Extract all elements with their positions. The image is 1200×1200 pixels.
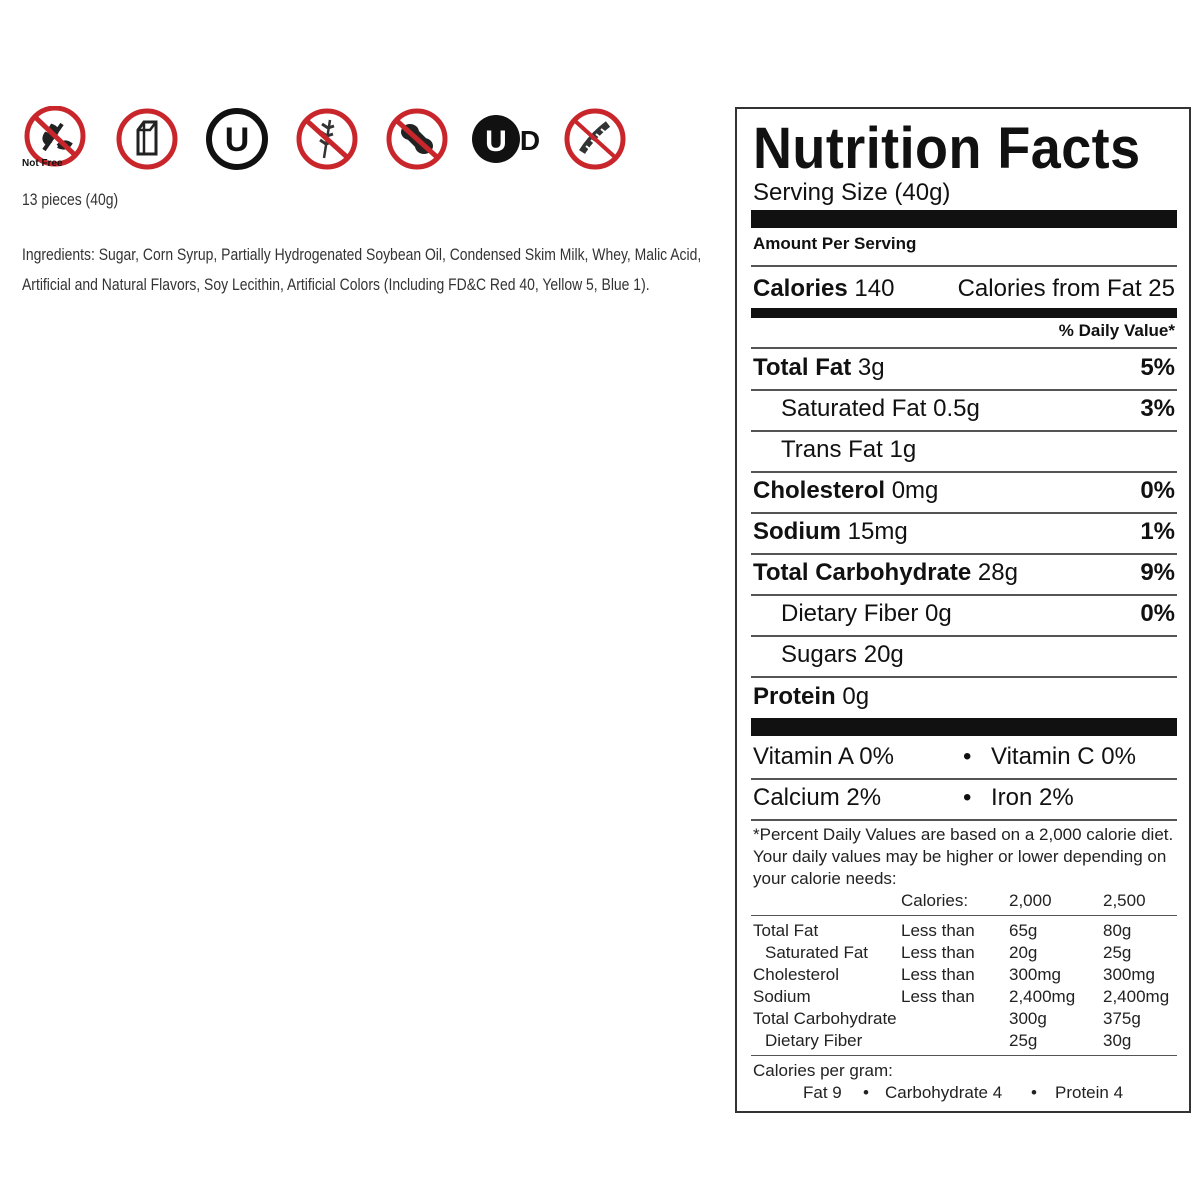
nutrient-row-total-carbohydrate (751, 553, 1177, 593)
nutrient-row-sugars (751, 635, 1177, 675)
calories-label: Calories (753, 275, 848, 302)
nutrient-amount: 0g (842, 683, 870, 710)
table-row (753, 1031, 1175, 1053)
table-cell: Less than (901, 943, 975, 962)
bullet: • (963, 784, 972, 811)
nutrient-dv: 9% (1140, 559, 1175, 586)
table-cell: 80g (1103, 921, 1132, 940)
table-cell: Sodium (753, 987, 811, 1006)
nutrient-name: Saturated Fat (781, 395, 927, 422)
table-cell: 300mg (1009, 965, 1061, 984)
nutrient-name: Sodium (753, 518, 841, 545)
divider (751, 819, 1177, 821)
serving-size: Serving Size (40g) (753, 179, 951, 206)
nutrition-title: Nutrition Facts (753, 116, 1141, 181)
peanut-free-icon (384, 106, 450, 172)
table-cell: Less than (901, 921, 975, 940)
table-cell: Total Fat (753, 921, 819, 940)
kosher-ou-icon (204, 106, 270, 172)
table-cell: 375g (1103, 1009, 1141, 1028)
thick-divider (751, 718, 1177, 736)
table-header-cell: Calories: (901, 891, 969, 910)
table-cell: 30g (1103, 1031, 1132, 1050)
divider (751, 1055, 1177, 1056)
serving-description: 13 pieces (40g) (22, 190, 119, 209)
table-cell: 300g (1009, 1009, 1047, 1028)
ingredients-text: Ingredients: Sugar, Corn Syrup, Partially Hydrogenated Soybean Oil, Condensed Skim Milk, Whey, Malic Acid, Artificial and Natural Flavors, Soy Lecithin, Artificial Colors (Including FD&C Red 40, Yellow 5, Blue 1). (22, 245, 702, 294)
daily-value-footnote: *Percent Daily Values are based on a 2,000 calorie diet. Your daily values may be higher or lower depending on your calorie needs: (753, 825, 1174, 888)
calories-row (751, 269, 1177, 309)
minerals-row (751, 778, 1177, 818)
table-cell: 65g (1009, 921, 1038, 940)
table-cell: 25g (1009, 1031, 1038, 1050)
vitamin-c: Vitamin C 0% (991, 743, 1136, 770)
nutrient-dv: 1% (1140, 518, 1175, 545)
carb-per-gram: Carbohydrate 4 (885, 1083, 1003, 1102)
nutrient-name: Protein (753, 683, 836, 710)
gluten-free-not-icon (22, 106, 88, 172)
table-row (753, 921, 1175, 943)
thick-divider (751, 210, 1177, 228)
nutrient-dv: 5% (1140, 354, 1175, 381)
nutrient-row-trans-fat (751, 430, 1177, 470)
nutrient-dv: 0% (1140, 600, 1175, 627)
table-cell: 2,400mg (1009, 987, 1076, 1006)
table-cell: Less than (901, 965, 975, 984)
protein-per-gram: Protein 4 (1055, 1083, 1124, 1102)
nutrient-row-dietary-fiber (751, 594, 1177, 634)
nutrient-name: Cholesterol (753, 477, 886, 504)
table-cell: 2,400mg (1103, 987, 1170, 1006)
nutrient-row-sodium (751, 512, 1177, 552)
table-cell: Total Carbohydrate (753, 1009, 897, 1028)
nutrient-name: Trans Fat (781, 436, 883, 463)
iron: Iron 2% (991, 784, 1074, 811)
bullet: • (963, 743, 972, 770)
medium-divider (751, 308, 1177, 318)
table-row (753, 943, 1175, 965)
nutrient-dv: 0% (1140, 477, 1175, 504)
kosher-dairy-ud-icon (470, 106, 542, 172)
divider (751, 915, 1177, 916)
nutrient-row-protein (751, 677, 1177, 717)
calcium: Calcium 2% (753, 784, 882, 811)
calories-per-gram-label (753, 1061, 1175, 1083)
bullet: • (863, 1083, 869, 1102)
nutrient-name: Sugars (781, 641, 858, 668)
table-header-cell: 2,500 (1103, 891, 1146, 910)
nutrient-amount: 20g (863, 641, 904, 668)
gmo-free-icon (562, 106, 628, 172)
table-cell: Cholesterol (753, 965, 839, 984)
badge-caption: Not Free (22, 158, 63, 169)
wheat-free-icon (294, 106, 360, 172)
nutrient-amount: 28g (977, 559, 1018, 586)
nutrient-amount: 0g (925, 600, 952, 627)
vitamin-a: Vitamin A 0% (753, 743, 894, 770)
daily-table-header (753, 891, 1175, 913)
nutrient-amount: 0mg (891, 477, 939, 504)
nutrient-amount: 3g (857, 354, 885, 381)
nutrient-row-total-fat (751, 348, 1177, 388)
table-cell: 20g (1009, 943, 1038, 962)
table-cell: Less than (901, 987, 975, 1006)
table-row (753, 987, 1175, 1009)
daily-value-header: % Daily Value* (1058, 321, 1175, 340)
table-cell: Dietary Fiber (765, 1031, 863, 1050)
nutrient-name: Total Carbohydrate (753, 559, 972, 586)
nutrition-facts-label (735, 107, 1191, 1113)
amount-per-serving: Amount Per Serving (753, 234, 917, 253)
dairy-milk-icon (114, 106, 180, 172)
nutrient-row-cholesterol (751, 471, 1177, 511)
table-row (753, 1009, 1175, 1031)
bullet: • (1031, 1083, 1037, 1102)
table-header-cell: 2,000 (1009, 891, 1052, 910)
nutrient-amount: 0.5g (933, 395, 980, 422)
table-cell: Saturated Fat (765, 943, 869, 962)
calories-from-fat: Calories from Fat 25 (957, 275, 1175, 302)
fat-per-gram: Fat 9 (803, 1083, 842, 1102)
nutrient-dv: 3% (1140, 395, 1175, 422)
nutrient-name: Total Fat (753, 354, 852, 381)
table-row (753, 965, 1175, 987)
svg-text:U: U (485, 125, 507, 158)
cal-per-gram-text: Calories per gram: (753, 1061, 893, 1080)
svg-text:D: D (519, 125, 541, 156)
table-cell: 25g (1103, 943, 1132, 962)
nutrient-amount: 1g (889, 436, 917, 463)
nutrient-name: Dietary Fiber (781, 600, 919, 627)
divider (751, 265, 1177, 267)
nutrient-row-saturated-fat (751, 389, 1177, 429)
nutrient-amount: 15mg (847, 518, 908, 545)
calories-value: 140 (854, 275, 895, 302)
svg-text:U: U (224, 121, 250, 159)
table-cell: 300mg (1103, 965, 1155, 984)
calories-per-gram-values (753, 1083, 1175, 1105)
vitamins-row (751, 737, 1177, 777)
